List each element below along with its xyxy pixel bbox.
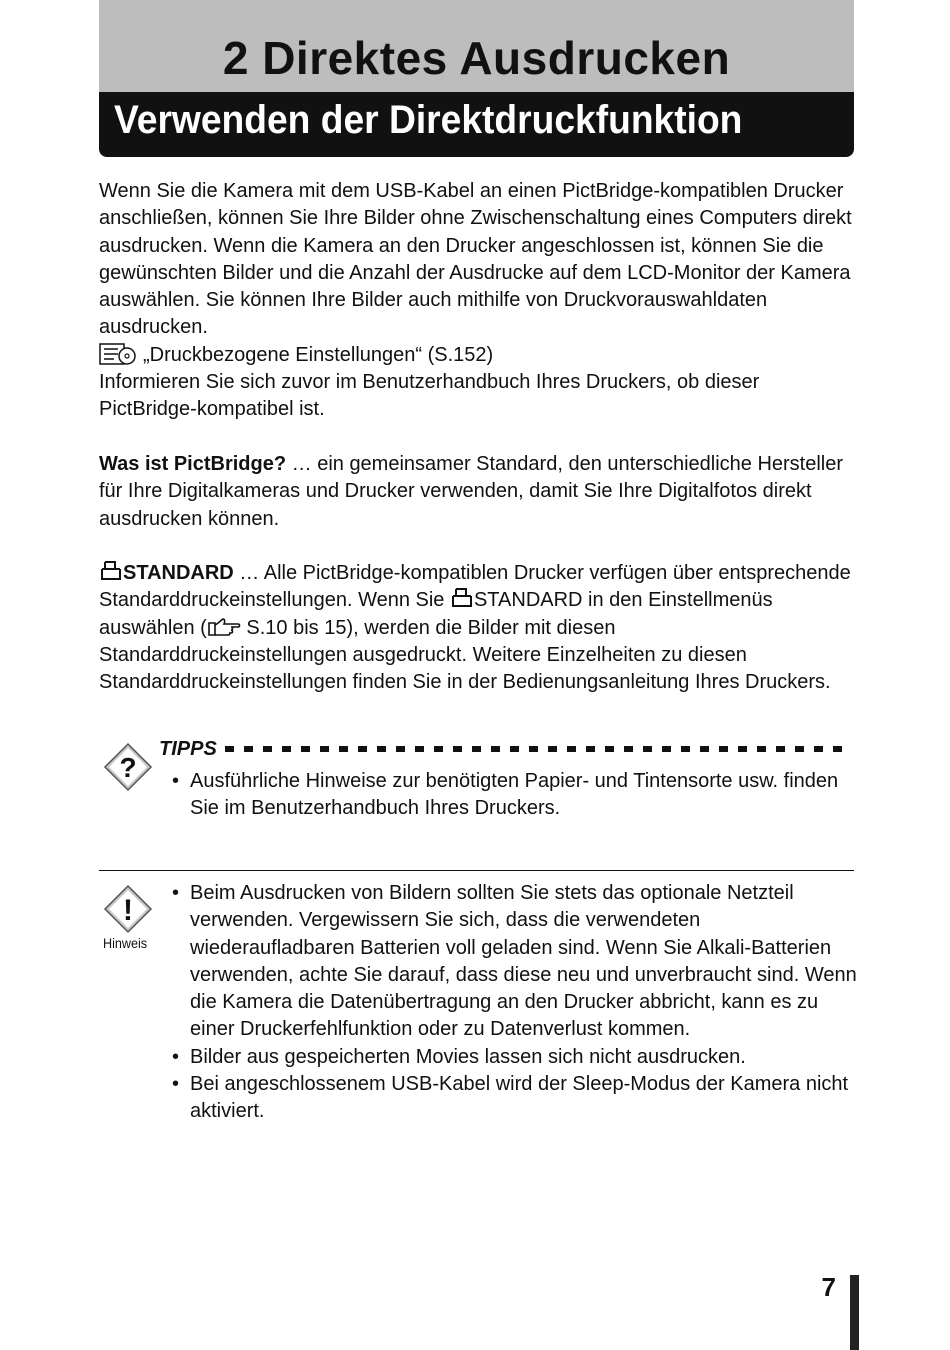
section-divider	[99, 870, 854, 871]
page-edge-bar	[850, 1275, 859, 1350]
page-number: 7	[821, 1272, 836, 1302]
exclamation-diamond-icon	[102, 883, 154, 935]
list-item: • Bei angeschlossenem USB-Kabel wird der Sleep-Modus der Kamera nicht aktiviert.	[172, 1071, 862, 1126]
hinweis-list	[172, 880, 862, 1126]
chapter-title: 2 Direktes Ausdrucken	[222, 32, 731, 84]
standard-term-inline: STANDARD	[473, 589, 583, 612]
pictbridge-definition: … ein gemeinsamer Standard, den unterschiedliche Hersteller für Ihre Digitalkameras und Drucker verwenden, damit Sie Ihre Digitalfotos direkt ausdrucken können.	[99, 453, 844, 530]
tipps-label: TIPPS	[159, 738, 217, 760]
standard-section	[99, 560, 859, 696]
tipps-dashed-rule	[225, 746, 850, 752]
svg-text:?: ?	[119, 752, 137, 783]
svg-text:!: !	[123, 894, 133, 927]
printer-icon	[450, 587, 474, 609]
standard-text-b: in den Einstellmenüs auswählen (	[99, 589, 773, 639]
reference-text: „Druckbezogene Einstellungen“ (S.152)	[143, 343, 494, 366]
pictbridge-section	[99, 451, 859, 533]
standard-text-c: S.10 bis 15), werden die Bilder mit diesen Standarddruckeinstellungen ausgedruckt. Weitere Einzelheiten zu diesen Standarddruckeinstellungen finden Sie in der Bedienungsanleitung Ihres Druckers.	[99, 616, 831, 694]
question-diamond-icon	[102, 741, 154, 793]
standard-text-a: … Alle PictBridge-kompatiblen Drucker verfügen über entsprechende Standarddruckeinstellungen. Wenn Sie	[99, 562, 851, 612]
reference-line	[99, 342, 859, 369]
standard-paragraph	[99, 560, 859, 696]
list-item: • Bilder aus gespeicherten Movies lassen sich nicht ausdrucken.	[172, 1044, 862, 1071]
hinweis-label: Hinweis	[103, 935, 148, 951]
intro-section	[99, 178, 859, 424]
intro-paragraph: Wenn Sie die Kamera mit dem USB-Kabel an einen PictBridge-kompatiblen Drucker anschließen, können Sie Ihre Bilder ohne Zwischenschaltung eines Computers direkt ausdrucken. Wenn die Kamera an den Drucker angeschlossen ist, können Sie die gewünschten Bilder und die Anzahl der Ausdrucke auf dem LCD-Monitor der Kamera auswählen. Sie können Ihre Bilder auch mithilfe von Druckvorauswahldaten ausdrucken.	[99, 180, 852, 339]
reference-manual-cd-icon	[99, 343, 137, 365]
list-item: • Beim Ausdrucken von Bildern sollten Sie stets das optionale Netzteil verwenden. Vergewissern Sie sich, dass die verwendeten wiederaufladbaren Batterien voll geladen sind. Wenn Sie Alkali-Batterien verwenden, achte Sie darauf, dass diese neu und unverbraucht sind. Wenn die Kamera die Datenübertragung an den Drucker abbricht, kann es zu einer Druckerfehlfunktion oder zu Datenverlust kommen.	[172, 880, 862, 1044]
pointing-hand-icon	[207, 617, 241, 637]
list-item: • Ausführliche Hinweise zur benötigten Papier- und Tintensorte usw. finden Sie im Benutzerhandbuch Ihres Druckers.	[172, 768, 862, 823]
advice-paragraph: Informieren Sie sich zuvor im Benutzerhandbuch Ihres Druckers, ob dieser PictBridge-kompatibel ist.	[99, 371, 760, 421]
printer-icon	[99, 560, 123, 582]
pictbridge-term: Was ist PictBridge?	[99, 453, 287, 475]
tipps-list	[172, 768, 862, 823]
section-title: Verwenden der Direktdruckfunktion	[114, 98, 743, 142]
standard-term: STANDARD	[123, 562, 234, 584]
pictbridge-paragraph	[99, 451, 859, 533]
